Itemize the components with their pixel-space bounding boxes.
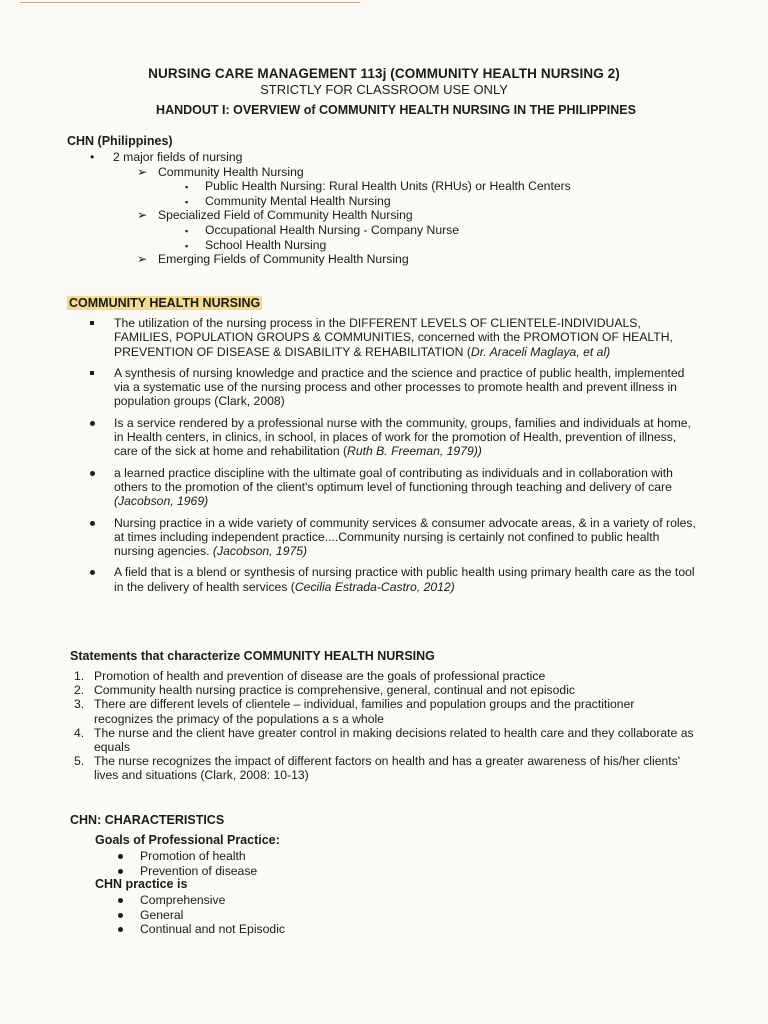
statement-item (74, 669, 694, 683)
handout-title: HANDOUT I: OVERVIEW of COMMUNITY HEALTH NURSING IN THE PHILIPPINES (156, 103, 636, 117)
statement-item (74, 754, 694, 782)
bullet-icon (90, 521, 95, 526)
list-item: General (116, 908, 285, 923)
statement-text: The nurse and the client have greater control in making decisions related to health care and they collaborate as equals (94, 725, 694, 755)
definition-item (88, 416, 698, 459)
goals-heading: Goals of Professional Practice: (95, 833, 280, 847)
tree-item (0, 252, 768, 267)
statement-number: 2. (74, 683, 85, 698)
tree-item-text: Community Mental Health Nursing (205, 193, 391, 208)
statement-number: 5. (74, 754, 85, 769)
citation: (Jacobson, 1975) (212, 544, 308, 559)
statement-number: 3. (74, 697, 85, 712)
citation: (Jacobson, 1969) (114, 494, 209, 509)
definition-text: The utilization of the nursing process in the DIFFERENT LEVELS OF CLIENTELE-INDIVIDUALS, FAMILIES, POPULATION GROUPS & COMMUNITIES, concerned with the PROMOTION OF HEALTH, PREVENTION OF DISEASE & DISABILITY & REHABILITATION ( (114, 316, 673, 359)
tree-item (0, 238, 768, 253)
top-rule (20, 2, 360, 3)
definition-item (88, 466, 698, 509)
community-health-nursing-heading: COMMUNITY HEALTH NURSING (69, 296, 261, 310)
restriction-note: STRICTLY FOR CLASSROOM USE ONLY (260, 82, 508, 97)
goals-list (116, 849, 257, 878)
statement-number: 1. (74, 669, 85, 683)
practice-heading: CHN practice is (95, 877, 188, 891)
tree-item (0, 179, 768, 194)
tree-item-text: School Health Nursing (205, 237, 327, 252)
tree-item (0, 150, 768, 165)
statement-item (74, 697, 694, 725)
statements-heading: Statements that characterize COMMUNITY HEALTH NURSING (70, 649, 435, 663)
citation: Cecilia Estrada-Castro, 2012) (294, 579, 455, 594)
chn-fields-tree (0, 150, 768, 267)
tree-item-text: Public Health Nursing: Rural Health Units (RHUs) or Health Centers (205, 179, 571, 194)
tree-item (0, 165, 768, 180)
tree-item-text: Specialized Field of Community Health Nursing (158, 208, 413, 223)
statement-item (74, 683, 694, 697)
bullet-icon (90, 421, 95, 426)
list-item: Continual and not Episodic (116, 922, 285, 937)
list-item: Promotion of health (116, 849, 257, 864)
citation: Ruth B. Freeman, 1979)) (347, 444, 482, 459)
bullet-icon: ▪ (185, 196, 189, 207)
bullet-icon: ▪ (185, 240, 189, 251)
definition-item (88, 316, 698, 359)
definition-text: A synthesis of nursing knowledge and practice and the science and practice of public health, implemented via a systematic use of the nursing process and other processes to promote health and prevent illness in population groups (Clark, 2008) (114, 365, 685, 409)
arrow-bullet-icon: ➢ (137, 164, 148, 179)
tree-item (0, 208, 768, 223)
bullet-icon (90, 570, 95, 575)
list-item: Comprehensive (116, 893, 285, 908)
statement-text: There are different levels of clientele – individual, families and population groups and the practitioner recognizes the primacy of the populations a s a whole (94, 697, 635, 726)
definition-list (88, 316, 698, 601)
citation: Dr. Araceli Maglaya, et al) (470, 344, 611, 359)
arrow-bullet-icon: ➢ (137, 208, 148, 223)
definition-text: Nursing practice in a wide variety of community services & consumer advocate areas, & in a variety of roles, at times including independent practice....Community nursing is certainly not confined to public health nursing agencies. (114, 515, 696, 559)
tree-item-text: 2 major fields of nursing (113, 150, 243, 164)
definition-text: A field that is a blend or synthesis of nursing practice with public health using primary health care as the tool in the delivery of health services ( (114, 565, 695, 594)
tree-item-text: Community Health Nursing (158, 164, 304, 179)
tree-item (0, 194, 768, 209)
characteristics-heading: CHN: CHARACTERISTICS (70, 813, 225, 827)
bullet-icon: ▪ (185, 225, 189, 236)
course-title: NURSING CARE MANAGEMENT 113j (COMMUNITY HEALTH NURSING 2) (148, 66, 620, 81)
bullet-icon (90, 471, 95, 476)
bullet-icon (90, 321, 94, 325)
tree-item-text: Occupational Health Nursing - Company Nurse (205, 222, 460, 237)
statement-text: The nurse recognizes the impact of different factors on health and has a greater awareness of his/her clients' lives and situations (Clark, 2008: 10-13) (94, 754, 681, 783)
statement-text: Promotion of health and prevention of disease are the goals of professional practice (94, 669, 546, 683)
list-item: Prevention of disease (116, 864, 257, 879)
statement-number: 4. (74, 725, 85, 740)
tree-item (0, 223, 768, 238)
bullet-icon: • (90, 150, 95, 164)
definition-item (88, 565, 698, 594)
chn-philippines-heading: CHN (Philippines) (67, 134, 173, 148)
tree-item-text: Emerging Fields of Community Health Nursing (158, 252, 409, 267)
bullet-icon: ▪ (185, 182, 189, 193)
statement-item (74, 726, 694, 754)
practice-list (116, 893, 285, 937)
definition-text: Is a service rendered by a professional nurse with the community, groups, families and individuals at home, in Health centers, in clinics, in school, in places of work for the promotion of Health, prevention of illness, care of the sick at home and rehabilitation ( (114, 415, 691, 459)
statement-text: Community health nursing practice is comprehensive, general, continual and not episodic (94, 683, 575, 698)
definition-item (88, 516, 698, 559)
definition-text: a learned practice discipline with the ultimate goal of contributing as individuals and in collaboration with others to the promotion of the client's optimum level of functioning through teaching and delivery of care (114, 465, 673, 494)
statements-list (74, 669, 694, 783)
bullet-icon (90, 371, 94, 375)
arrow-bullet-icon: ➢ (137, 252, 148, 267)
definition-item (88, 366, 698, 409)
